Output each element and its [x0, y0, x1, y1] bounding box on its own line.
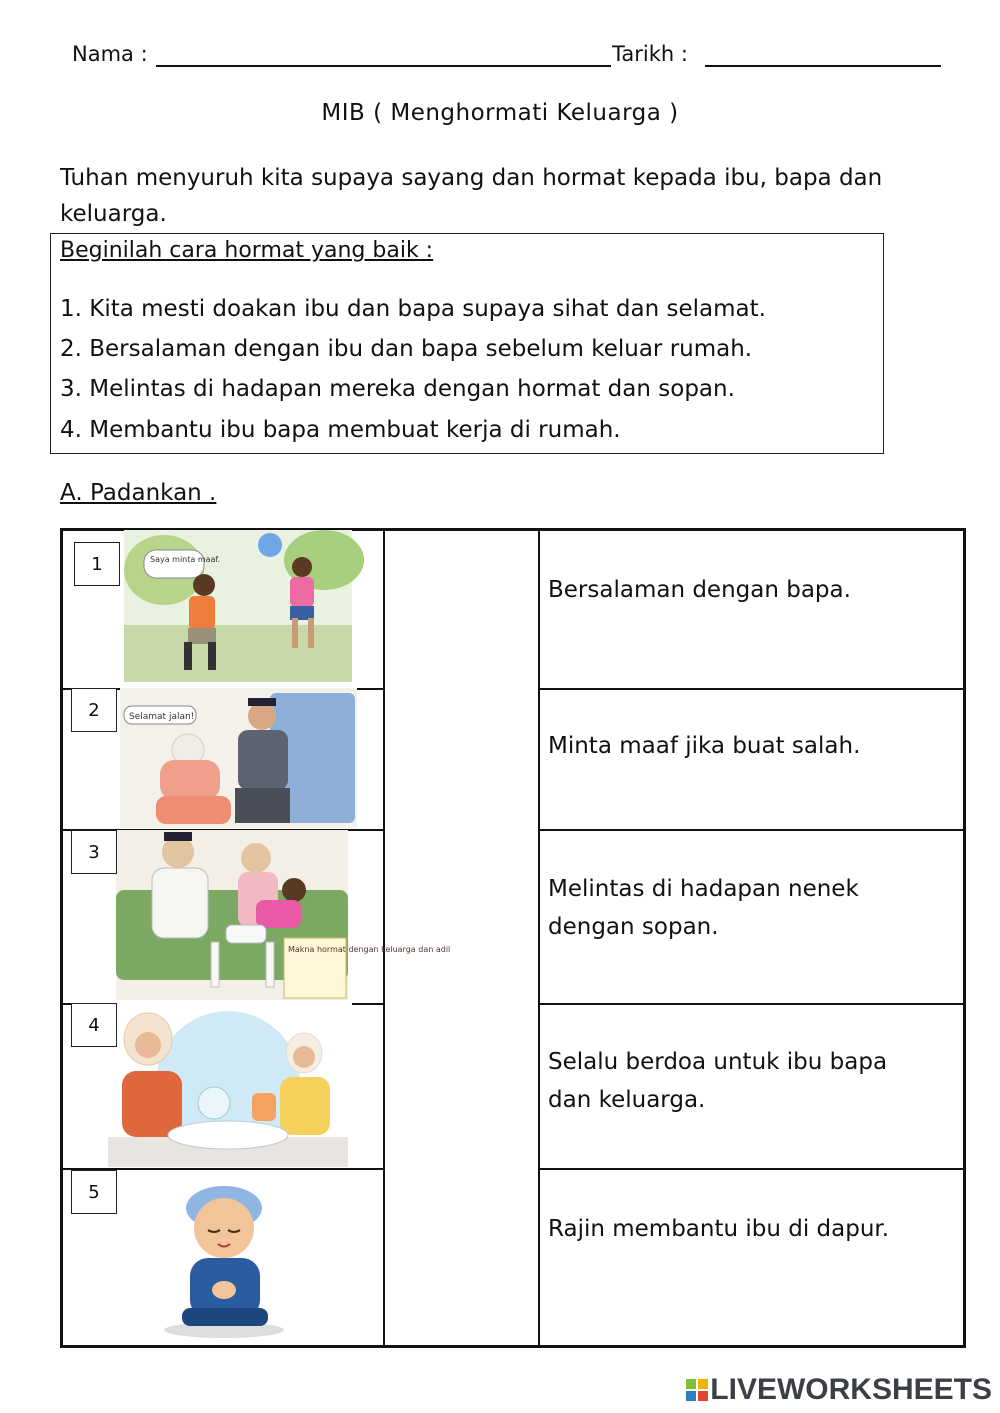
logo-text: LIVEWORKSHEETS — [710, 1373, 992, 1406]
date-label: Tarikh : — [612, 42, 688, 66]
liveworksheets-icon — [686, 1379, 708, 1401]
answer-line: Minta maaf jika buat salah. — [548, 733, 861, 759]
answer-line: Rajin membantu ibu di dapur. — [548, 1216, 890, 1242]
number-box: 4 — [71, 1003, 117, 1047]
answer-text — [548, 1043, 887, 1119]
rule-item: 1. Kita mesti doakan ibu dan bapa supaya sihat dan selamat. — [60, 296, 766, 322]
matching-area[interactable] — [385, 531, 536, 1345]
answer-line: Bersalaman dengan bapa. — [548, 577, 851, 603]
row-divider — [538, 829, 963, 831]
row-divider — [538, 688, 963, 690]
date-input-line[interactable] — [705, 65, 941, 67]
section-label: A. Padankan . — [60, 480, 217, 506]
rule-item: 2. Bersalaman dengan ibu dan bapa sebelum keluar rumah. — [60, 336, 753, 362]
answer-line: dengan sopan. — [548, 914, 719, 940]
number-box: 1 — [74, 542, 120, 586]
answer-line: Selalu berdoa untuk ibu bapa — [548, 1049, 888, 1075]
row-divider — [538, 1003, 963, 1005]
name-input-line[interactable] — [156, 65, 611, 67]
picture-children-playing — [124, 530, 352, 682]
number-box: 5 — [71, 1170, 117, 1214]
picture-shaking-hands — [120, 688, 357, 828]
answer-text — [548, 571, 851, 609]
row-divider — [538, 1168, 963, 1170]
answer-text — [548, 1210, 889, 1248]
answer-text — [548, 727, 860, 765]
number-box: 2 — [71, 688, 117, 732]
intro-text: Tuhan menyuruh kita supaya sayang dan hormat kepada ibu, bapa dan keluarga. — [60, 165, 883, 227]
picture-grandparents — [116, 830, 451, 1000]
answer-line: Melintas di hadapan nenek — [548, 876, 859, 902]
answer-text — [548, 870, 859, 946]
speech-text: Saya minta maaf. — [150, 555, 221, 564]
name-label: Nama : — [72, 42, 148, 66]
picture-washing-dishes — [104, 1003, 352, 1167]
sign-text: Makna hormat dengan keluarga dan adil — [288, 945, 451, 954]
column-divider — [538, 531, 540, 1345]
picture-boy-praying — [160, 1180, 290, 1340]
rule-item: 3. Melintas di hadapan mereka dengan hormat dan sopan. — [60, 376, 735, 402]
rule-item: 4. Membantu ibu bapa membuat kerja di rumah. — [60, 417, 621, 443]
rules-heading: Beginilah cara hormat yang baik : — [60, 238, 434, 263]
liveworksheets-logo[interactable] — [686, 1373, 992, 1407]
page-title: MIB ( Menghormati Keluarga ) — [321, 100, 679, 126]
answer-line: dan keluarga. — [548, 1087, 706, 1113]
number-box: 3 — [71, 830, 117, 874]
speech-text: Selamat jalan! — [129, 712, 195, 722]
